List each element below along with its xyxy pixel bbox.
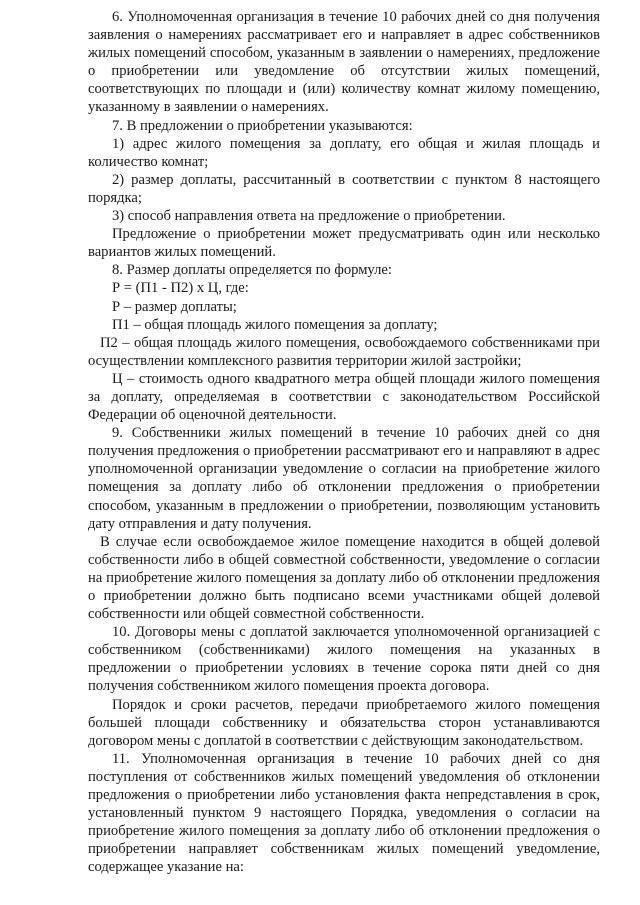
paragraph-item-8: 8. Размер доплаты определяется по формуле:: [112, 262, 392, 279]
paragraph-item-7: 7. В предложении о приобретении указываются:: [112, 117, 413, 134]
paragraph-item-10: 10. Договоры мены с доплатой заключается уполномоченной организацией с собственником (собственниками) жилого помещения на указанных в предложении о приобретении условиях в течение сорока пяти дней со дня получения собственником жилого помещения проекта договора.: [88, 624, 600, 695]
paragraph-item-9: 9. Собственники жилых помещений в течение 10 рабочих дней со дня получения предложения о приобретении рассматривают его и направляют в адрес уполномоченной организации уведомление о согласии на приобретение жилого помещения за доплату либо об отклонении предложения о приобретении способом, указанным в предложении о приобретении, позволяющим установить дату отправления и дату получения.: [88, 425, 600, 532]
paragraph-item-11: 11. Уполномоченная организация в течение 10 рабочих дней со дня поступления от собственников жилых помещений уведомления об отклонении предложения о приобретении либо установления факта непредставления в срок, установленный пунктом 9 настоящего Порядка, уведомления о согласии на приобретение жилого помещения за доплату либо об отклонении предложения о приобретении направляет собственникам жилых помещений уведомление, содержащее указание на:: [88, 750, 600, 876]
paragraph-item-6: 6. Уполномоченная организация в течение 10 рабочих дней со дня получения заявления о намерениях рассматривает его и направляет в адрес собственников жилых помещений способом, указанным в заявлении о намерениях, предложение о приобретении или уведомление об отсутствии жилых помещений, соответствующих по площади и (или) количеству комнат жилому помещению, указанному в заявлении о намерениях.: [88, 9, 600, 116]
paragraph-subitem-7-3: 3) способ направления ответа на предложение о приобретении.: [112, 208, 506, 225]
formula-definition-p: Р – размер доплаты;: [112, 298, 237, 315]
formula-line: Р = (П1 - П2) х Ц, где:: [112, 280, 249, 297]
paragraph-settlement-order: Порядок и сроки расчетов, передачи приобретаемого жилого помещения большей площади собственнику и обязательства сторон устанавливаются договором мены с доплатой в соответствии с действующим законодательством.: [88, 696, 600, 749]
paragraph-subitem-7-1: 1) адрес жилого помещения за доплату, его общая и жилая площадь и количество комнат;: [88, 135, 600, 170]
paragraph-shared-ownership: В случае если освобождаемое жилое помещение находится в общей долевой собственности либо в общей совместной собственности, уведомление о согласии на приобретение жилого помещения за доплату либо об отклонении предложения о приобретении должно быть подписано всеми участниками общей долевой собственности или общей совместной собственности.: [88, 533, 600, 623]
formula-definition-p1: П1 – общая площадь жилого помещения за доплату;: [112, 316, 438, 333]
paragraph-offer-variants: Предложение о приобретении может предусматривать один или несколько вариантов жилых помещений.: [88, 226, 600, 261]
formula-definition-c: Ц – стоимость одного квадратного метра общей площади жилого помещения за доплату, определяемая в соответствии с законодательством Российской Федерации об оценочной деятельности.: [88, 370, 600, 424]
paragraph-subitem-7-2: 2) размер доплаты, рассчитанный в соответствии с пунктом 8 настоящего порядка;: [88, 171, 600, 206]
formula-definition-p2: П2 – общая площадь жилого помещения, освобождаемого собственниками при осуществлении комплексного развития территории жилой застройки;: [88, 334, 600, 369]
